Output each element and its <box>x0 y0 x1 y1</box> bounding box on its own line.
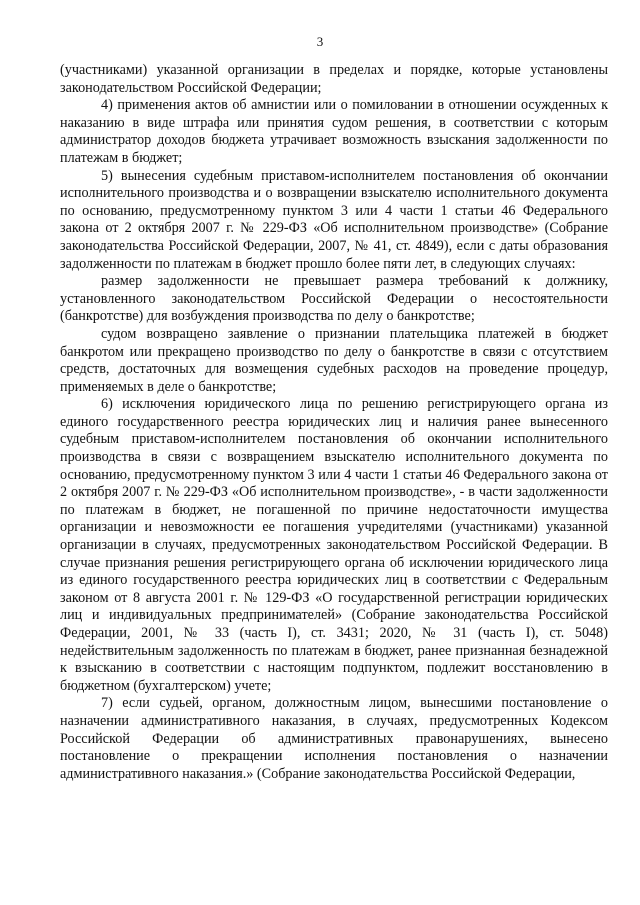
paragraph-item-4: 4) применения актов об амнистии или о помиловании в отношении осужденных к наказанию в виде штрафа или принятия судом решения, в соответствии с которым администратор доходов бюджета утрачивает возможность взыскания задолженности по платежам в бюджет; <box>60 97 608 166</box>
paragraph-item-5: 5) вынесения судебным приставом-исполнителем постановления об окончании исполнительного производства и о возвращении взыскателю исполнительного документа по основанию, предусмотренному пунктом 3 или 4 части 1 статьи 46 Федерального закона от 2 октября 2007 г. № 229-ФЗ «Об исполнительном производстве» (Собрание законодательства Российской Федерации, 2007, № 41, ст. 4849), если с даты образования задолженности по платежам в бюджет прошло более пяти лет, в следующих случаях: <box>60 167 608 272</box>
paragraph-item-6: 6) исключения юридического лица по решению регистрирующего органа из единого государственного реестра юридических лиц и наличия ранее вынесенного судебным приставом-исполнителем постановления об окончании исполнительного производства в связи с возвращением взыскателю исполнительного документа по основанию, предусмотренному пунктом 3 или 4 части 1 статьи 46 Федерального закона от 2 октября 2007 г. № 229-ФЗ «Об исполнительном производстве», - в части задолженности по платежам в бюджет, не погашенной по причине недостаточности имущества организации и невозможности ее погашения учредителями (участниками) указанной организации в случаях, предусмотренных законодательством Российской Федерации. В случае признания решения регистрирующего органа об исключении юридического лица из единого государственного реестра юридических лиц в соответствии с Федеральным законом от 8 августа 2001 г. № 129-ФЗ «О государственной регистрации юридических лиц и индивидуальных предпринимателей» (Собрание законодательства Российской Федерации, 2001, № 33 (часть I), ст. 3431; 2020, № 31 (часть I), ст. 5048) недействительным задолженность по платежам в бюджет, ранее признанная безнадежной к взысканию в соответствии с настоящим подпунктом, подлежит восстановлению в бюджетном (бухгалтерском) учете; <box>60 396 608 694</box>
paragraph-item-7: 7) если судьей, органом, должностным лицом, вынесшими постановление о назначении административного наказания, в случаях, предусмотренных Кодексом Российской Федерации об административных правонарушениях, вынесено постановление о прекращении исполнения постановления о назначении административного наказания.» (Собрание законодательства Российской Федерации, <box>60 695 608 782</box>
paragraph-item-5-case-2: судом возвращено заявление о признании плательщика платежей в бюджет банкротом или прекращено производство по делу о банкротстве в связи с отсутствием средств, достаточных для возмещения судебных расходов на проведение процедур, применяемых в деле о банкротстве; <box>60 325 608 395</box>
paragraph-item-5-case-1: размер задолженности не превышает размера требований к должнику, установленного законодательством Российской Федерации о несостоятельности (банкротстве) для возбуждения производства по делу о банкротстве; <box>60 273 608 325</box>
document-body <box>60 62 608 783</box>
paragraph-continuation: (участниками) указанной организации в пределах и порядке, которые установлены законодательством Российской Федерации; <box>60 62 608 96</box>
page-number: 3 <box>316 34 324 49</box>
